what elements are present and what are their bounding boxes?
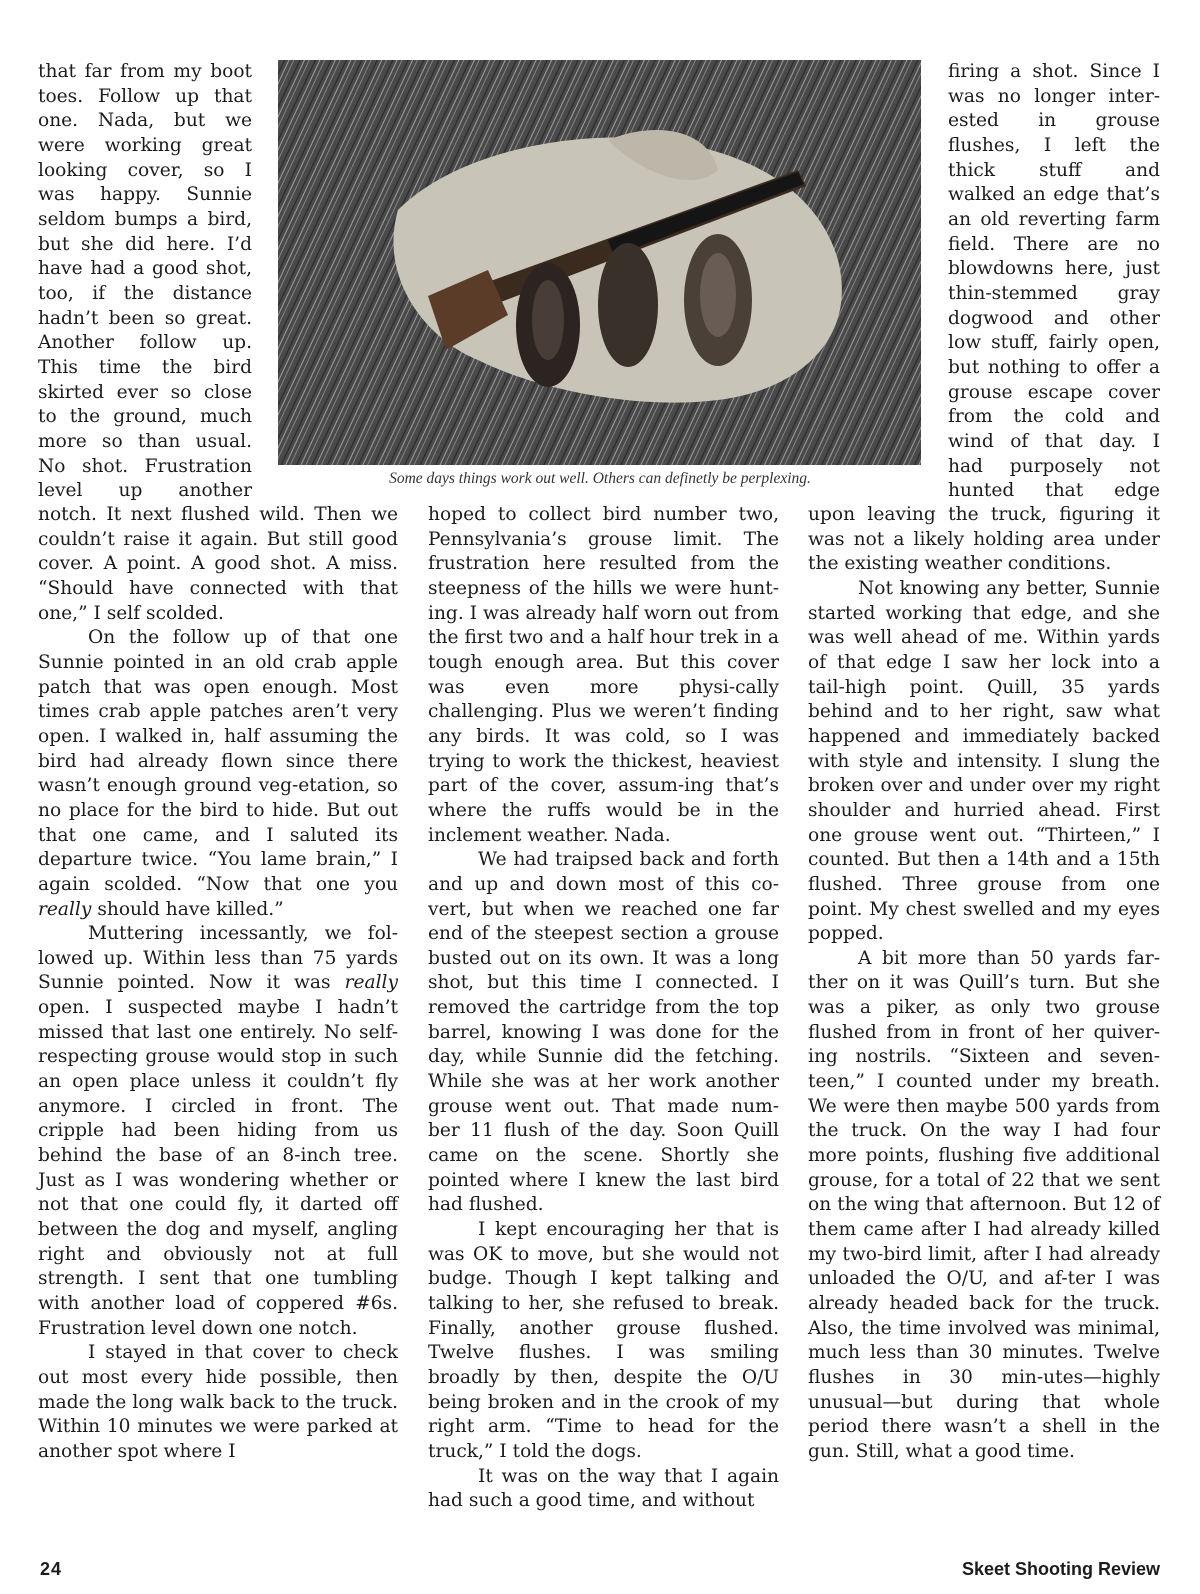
page-number: 24 (40, 1559, 63, 1579)
shotgun-and-grouse-icon (278, 60, 921, 465)
text-line: an old reverting farm (948, 208, 1160, 230)
text-line: field. There are no (948, 233, 1160, 255)
grouse-photo (278, 60, 921, 465)
text-line: thin-stemmed gray (948, 282, 1160, 304)
column-top-right (948, 60, 1160, 504)
text-line: grouse escape cover (948, 381, 1160, 403)
text-line: looking cover, so I (38, 159, 252, 181)
text-line: but nothing to offer a (948, 356, 1160, 378)
text-line: dogwood and other (948, 307, 1160, 329)
text-line: ested in grouse (948, 110, 1160, 132)
text-line: firing a shot. Since I (948, 61, 1160, 82)
paragraph: On the follow up of that one Sunnie pointed in an old crab apple patch that was open enough. Most times crab apple patches aren’t very open. I walked in, half assuming the bird had already flown since there wasn’t enough ground veg-etation, so no place for the bird to hide. But out that one came, and I saluted its departure twice. “You lame brain,” I again scolded. “Now that one you really should have killed.” (38, 627, 398, 920)
text-line: level up another (38, 480, 252, 502)
paragraph: hoped to collect bird number two, Pennsylvania’s grouse limit. The frustration here resulted from the steepness of the hills we were hunt-ing. I was already half worn out from the first two and a half hour trek in a tough enough area. But this cover was even more physi-cally challenging. Plus we weren’t finding any birds. It was cold, so I was trying to work the thickest, heaviest part of the cover, assum-ing that’s where the ruffs would be in the inclement weather. Nada. (428, 504, 779, 846)
text-line: have had a good shot, (38, 258, 252, 280)
text-line: walked an edge that’s (948, 184, 1160, 206)
text-line: had purposely not (948, 455, 1160, 477)
text-line: This time the bird (38, 356, 252, 378)
text-line: low stuff, fairly open, (948, 332, 1160, 354)
paragraph: I kept encouraging her that is was OK to move, but she would not budge. Though I kept talking and talking to her, she refused to break. Finally, another grouse flushed. Twelve flushes. I was smiling broadly by then, despite the O/U being broken and in the crook of my right arm. “Time to head for the truck,” I told the dogs. (428, 1219, 779, 1462)
column-2 (428, 503, 779, 1514)
text-line: seldom bumps a bird, (38, 208, 252, 230)
text-line: hunted that edge (948, 480, 1160, 502)
text-line: but she did here. I’d (38, 233, 252, 255)
text-line: more so than usual. (38, 430, 252, 452)
paragraph: I stayed in that cover to check out most every hide possible, then made the long walk back to the truck. Within 10 minutes we were parked at another spot where I (38, 1342, 398, 1462)
column-1 (38, 503, 398, 1465)
paragraph: We had traipsed back and forth and up and down most of this co-vert, but when we reached one far end of the steepest section a grouse busted out on its own. It was a long shot, but this time I connected. I removed the cartridge from the top barrel, knowing I was done for the day, while Sunnie did the fetching. While she was at her work another grouse went out. That made num-ber 11 flush of the day. Soon Quill came on the scene. Shortly she pointed where I knew the last bird had flushed. (428, 849, 779, 1216)
paragraph: upon leaving the truck, figuring it was not a likely holding area under the existing weather conditions. (808, 504, 1160, 575)
text-line: hadn’t been so great. (38, 307, 252, 329)
text-line: blowdowns here, just (948, 258, 1160, 280)
paragraph: It was on the way that I again had such a good time, and without (428, 1465, 779, 1512)
text-line: thick stuff and (948, 159, 1160, 181)
paragraph: A bit more than 50 yards far-ther on it was Quill’s turn. But she was a piker, as only two grouse flushed from in front of her quiver-ing nostrils. “Sixteen and seven-teen,” I counted under my breath. We were then maybe 500 yards from the truck. On the way I had four more points, flushing five additional grouse, for a total of 22 that we sent on the wing that afternoon. But 12 of them came after I had already killed my two-bird limit, after I had already unloaded the O/U, and af-ter I was already headed back for the truck. Also, the time involved was minimal, much less than 30 minutes. Twelve flushes in 30 min-utes—highly unusual—but during that whole period there wasn’t a shell in the gun. Still, what a good time. (808, 947, 1160, 1462)
paragraph: Not knowing any better, Sunnie started working that edge, and she was well ahead of me. Within yards of that edge I saw her lock into a tail-high point. Quill, 35 yards behind and to her right, saw what happened and immediately backed with style and intensity. I slung the broken over and under over my right shoulder and hurried ahead. First one grouse went out. “Thirteen,” I counted. But then a 14th and a 15th flushed. Three grouse from one point. My chest swelled and my eyes popped. (808, 577, 1160, 945)
paragraph: notch. It next flushed wild. Then we couldn’t raise it again. But still good cover. A point. A good shot. A miss. “Should have connected with that one,” I self scolded. (38, 504, 398, 624)
text-line: flushes, I left the (948, 134, 1160, 156)
text-line: to the ground, much (38, 406, 252, 428)
paragraph: Muttering incessantly, we fol-lowed up. Within less than 75 yards Sunnie pointed. Now it was really open. I suspected maybe I hadn’t missed that last one entirely. No self-respecting grouse would stop in such an open place unless it couldn’t fly anymore. I circled in front. The cripple had been hiding from us behind the base of an 8-inch tree. Just as I was wondering whether or not that one could fly, it darted off between the dog and myself, angling right and obviously not at full strength. I sent that one tumbling with another load of coppered #6s. Frustration level down one notch. (38, 923, 398, 1339)
text-line: was no longer inter- (948, 85, 1160, 107)
text-line: was happy. Sunnie (38, 184, 252, 206)
text-line: skirted ever so close (38, 381, 252, 403)
text-line: from the cold and (948, 406, 1160, 428)
text-line: were working great (38, 134, 252, 156)
column-top-left (38, 60, 252, 504)
text-line: one. Nada, but we (38, 110, 252, 132)
text-line: that far from my boot (38, 61, 252, 82)
publication-name: Skeet Shooting Review (961, 1559, 1160, 1579)
column-3 (808, 503, 1160, 1465)
text-line: No shot. Frustration (38, 455, 252, 477)
photo-caption: Some days things work out well. Others can definetly be perplexing. (389, 470, 811, 487)
text-line: toes. Follow up that (38, 85, 252, 107)
text-line: wind of that day. I (948, 430, 1160, 452)
text-line: too, if the distance (38, 282, 252, 304)
text-line: Another follow up. (38, 332, 252, 354)
